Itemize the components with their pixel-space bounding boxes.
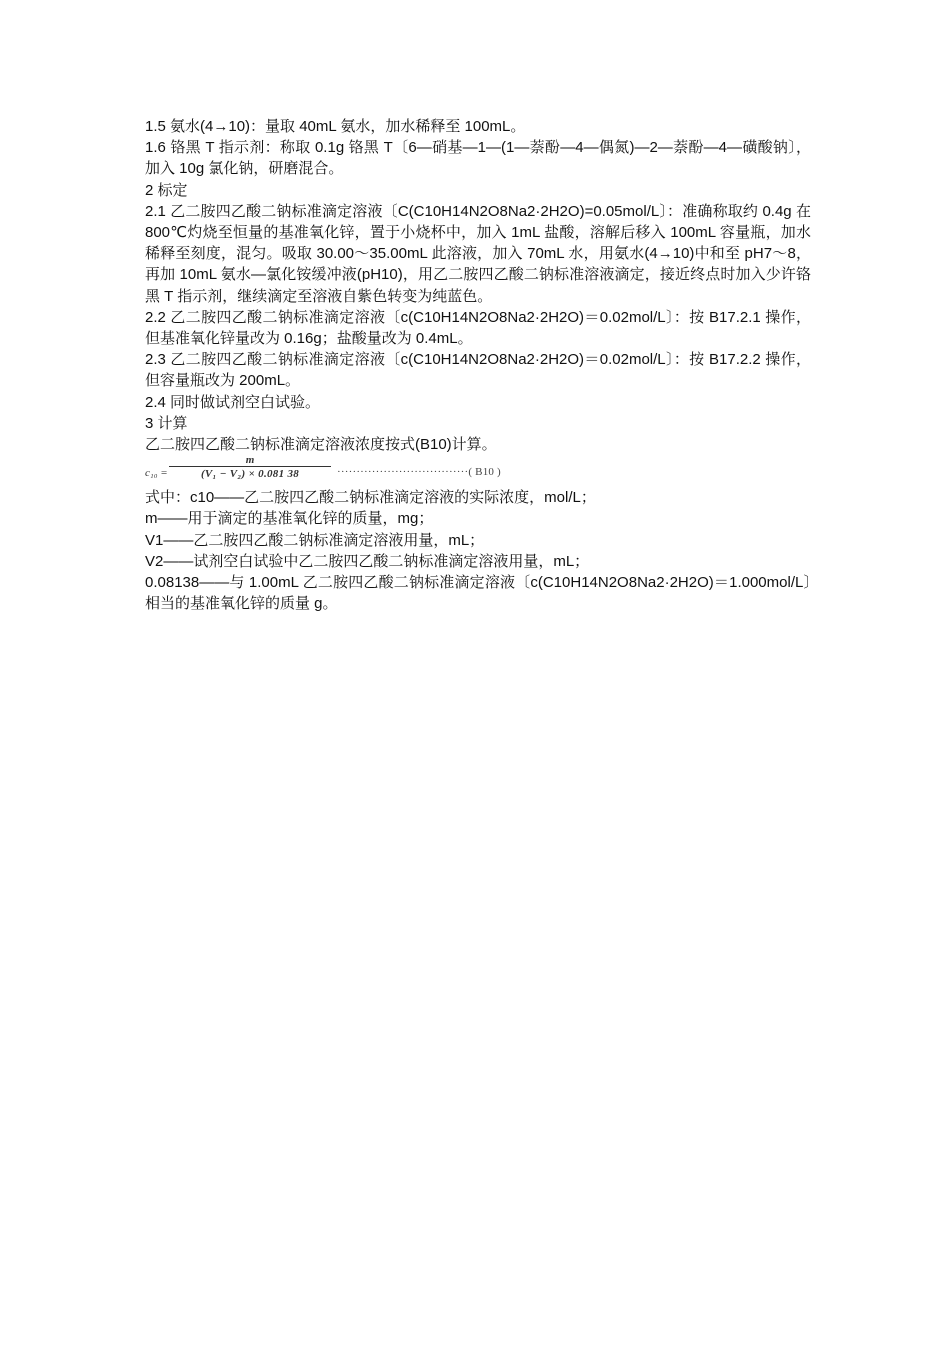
paragraph-1-5: 1.5 氨水(4→10)：量取 40mL 氨水，加水稀释至 100mL。 <box>145 118 526 135</box>
paragraph-2-4: 2.4 同时做试剂空白试验。 <box>145 393 321 411</box>
formula-fraction <box>169 454 331 481</box>
formula-tag: ( B10 ) <box>468 466 501 479</box>
section-heading-3: 3 计算 <box>145 414 188 432</box>
formula-leader <box>337 462 501 483</box>
definition-v2: V2——试剂空白试验中乙二胺四乙酸二钠标准滴定溶液用量，mL； <box>145 552 590 570</box>
definition-v1: V1——乙二胺四乙酸二钠标准滴定溶液用量，mL； <box>145 531 485 549</box>
formula-numerator: m <box>245 454 255 467</box>
definition-constant: 0.08138——与 1.00mL 乙二胺四乙酸二钠标准滴定溶液〔c(C10H14N2O8Na2·2H2O)＝1.000mol/L〕相当的基准氧化锌的质量 g。 <box>145 574 811 613</box>
formula-lhs: c₁₀ = <box>145 467 168 480</box>
document-body <box>145 116 811 614</box>
paragraph-2-3: 2.3 乙二胺四乙酸二钠标准滴定溶液〔c(C10H14N2O8Na2·2H2O)＝0.02mol/L〕：按 B17.2.2 操作，但容量瓶改为 200mL。 <box>145 351 811 390</box>
paragraph-1-6: 1.6 铬黑 T 指示剂：称取 0.1g 铬黑 T〔6—硝基—1—(1—萘酚—4—偶氮)—2—萘酚—4—磺酸钠〕，加入 10g 氯化钠，研磨混合。 <box>145 139 811 178</box>
formula-denominator: (V₁ − V₂) × 0.081 38 <box>200 468 300 481</box>
paragraph-2-1: 2.1 乙二胺四乙酸二钠标准滴定溶液〔C(C10H14N2O8Na2·2H2O)=0.05mol/L〕：准确称取约 0.4g 在 800℃灼烧至恒量的基准氧化锌，置于小烧杯中，加入 1mL 盐酸，溶解后移入 100mL 容量瓶，加水稀释至刻度，混匀。吸取 30.00～35.00mL 此溶液，加入 70mL 水，用氨水(4→10)中和至 pH7～8，再加 10mL 氨水—氯化铵缓冲液(pH10)，用乙二胺四乙酸二钠标准溶液滴定，接近终点时加入少许铬黑 T 指示剂，继续滴定至溶液自紫色转变为纯蓝色。 <box>145 202 811 305</box>
definition-c10: 式中：c10——乙二胺四乙酸二钠标准滴定溶液的实际浓度，mol/L； <box>145 489 596 507</box>
formula-b10 <box>145 456 811 482</box>
definition-m: m——用于滴定的基准氧化锌的质量，mg； <box>145 510 434 528</box>
section-heading-2: 2 标定 <box>145 181 188 199</box>
formula-dots: ·································· <box>337 466 469 479</box>
paragraph-2-2: 2.2 乙二胺四乙酸二钠标准滴定溶液〔c(C10H14N2O8Na2·2H2O)＝0.02mol/L〕：按 B17.2.1 操作，但基准氧化锌量改为 0.16g；盐酸量改为 0.4mL。 <box>145 308 811 348</box>
paragraph-3-intro: 乙二胺四乙酸二钠标准滴定溶液浓度按式(B10)计算。 <box>145 436 497 454</box>
